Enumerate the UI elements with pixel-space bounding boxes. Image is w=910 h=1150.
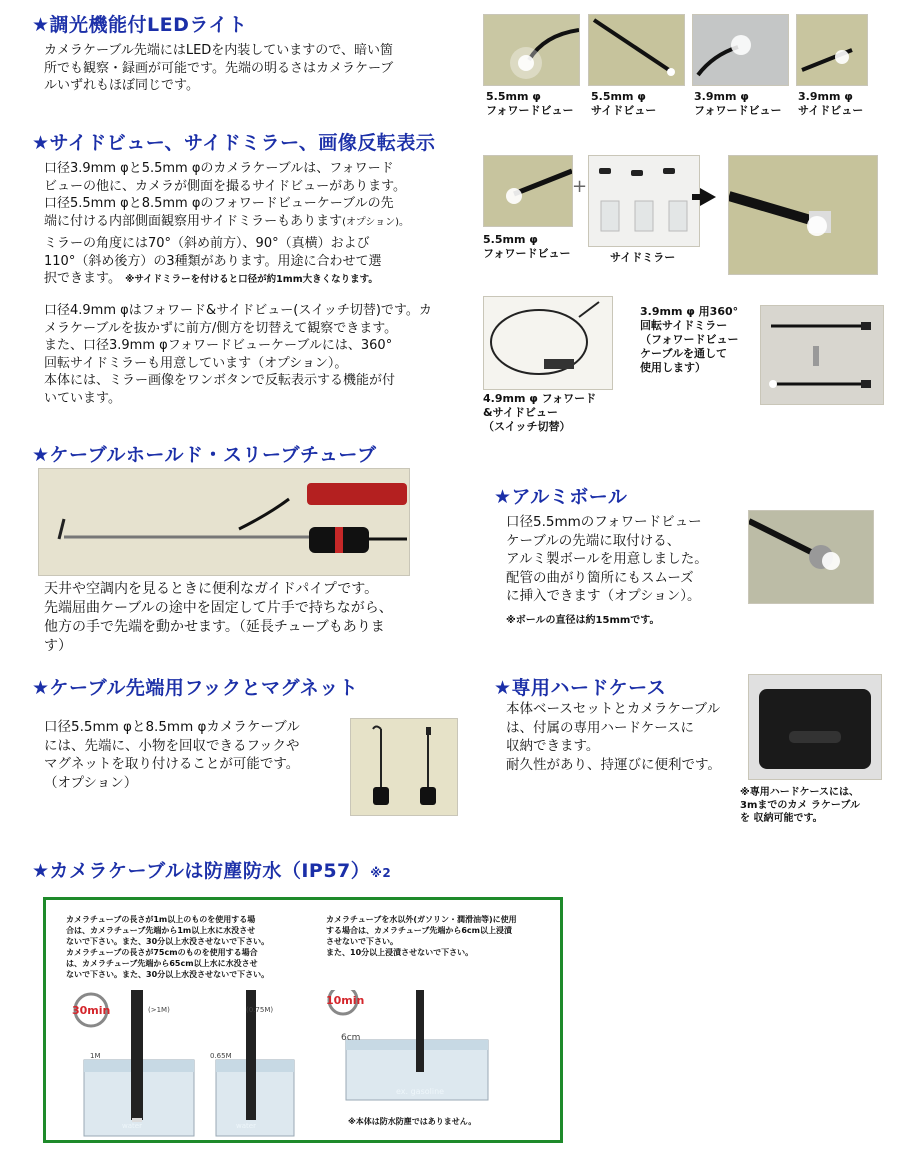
led-title: ★調光機能付LEDライト — [32, 14, 248, 36]
side-body1: 口径3.9mm φと5.5mm φのカメラケーブルは、フォワード ビューの他に、カメラが側面を撮るサイドビューがあります。 口径5.5mm φと8.5mm φのフォワードビューケーブルの先 端に付ける内部側面観察用サイドミラーもあります(オプション)。 — [44, 161, 409, 229]
photo-side-mirrors — [588, 155, 700, 247]
side-body2: ミラーの角度には70°（斜め前方）、90°（真横）および 110°（斜め後方）の3種類があります。用途に合わせて選 択できます。 ※サイドミラーを付けると口径が約1mm大きくなります。 — [44, 236, 382, 286]
case-body: 本体ベースセットとカメラケーブル は、付属の専用ハードケースに 収納できます。 耐久性があり、持運びに便利です。 — [506, 701, 721, 773]
ball-note: ※ボールの直径は約15mmです。 — [506, 615, 660, 626]
caption-49: 4.9mm φ フォワード &サイドビュー （スイッチ切替） — [483, 392, 597, 433]
waterproof-disclaimer: ※本体は防水防塵ではありません。 — [348, 1117, 477, 1126]
photo-hard-case — [748, 674, 882, 780]
hook-body: 口径5.5mm φと8.5mm φカメラケーブル には、先端に、小物を回収できるフックや マグネットを取り付けることが可能です。 （オプション） — [44, 719, 300, 791]
timer-10: 10min — [326, 994, 365, 1007]
waterproof-diagram — [46, 990, 560, 1140]
label-6cm: 6cm — [341, 1033, 361, 1043]
holder-title: ★ケーブルホールド・スリーブチューブ — [32, 444, 377, 466]
label-gt1m: (>1M) — [148, 1006, 170, 1014]
waterproof-title: ★カメラケーブルは防塵防水（IP57）※2 — [32, 860, 392, 882]
caption-55-side: 5.5mm φ サイドビュー — [591, 90, 657, 117]
label-water2: water — [236, 1122, 256, 1130]
photo-side-forward — [483, 155, 573, 227]
label-water1: water — [122, 1122, 142, 1130]
photo-39-forward — [692, 14, 789, 86]
caption-side-forward: 5.5mm φ フォワードビュー — [483, 233, 571, 260]
photo-mirror-attached — [728, 155, 878, 275]
caption-360-mirror: 3.9mm φ 用360° 回転サイドミラー （フォワードビュー ケーブルを通して 使用します） — [640, 305, 739, 374]
photo-hook-magnet — [350, 718, 458, 816]
label-1m: 1M — [90, 1052, 101, 1060]
waterproof-title-note: ※2 — [370, 866, 392, 880]
photo-55-forward — [483, 14, 580, 86]
label-075: (0.75M) — [246, 1006, 274, 1014]
case-note: ※専用ハードケースには、 3mまでのカメ ラケーブル を 収納可能です。 — [740, 787, 860, 824]
holder-body: 天井や空調内を見るときに便利なガイドパイプです。 先端屈曲ケーブルの途中を固定して片手で持ちながら、 他方の手で先端を動かせます。（延長チューブもありま す） — [44, 581, 393, 654]
photo-39-side — [796, 14, 868, 86]
case-title: ★専用ハードケース — [494, 677, 667, 699]
timer-30: 30min — [72, 1004, 111, 1017]
photo-360-mirror — [760, 305, 884, 405]
waterproof-frame — [43, 897, 563, 1143]
photo-holder — [38, 468, 410, 576]
led-body: カメラケーブル先端にはLEDを内装していますので、暗い箇 所でも観察・録画が可能です。先端の明るさはカメラケーブ ルいずれもほぼ同じです。 — [44, 43, 394, 93]
caption-39-side: 3.9mm φ サイドビュー — [798, 90, 864, 117]
side-title: ★サイドビュー、サイドミラー、画像反転表示 — [32, 132, 436, 154]
label-065: 0.65M — [210, 1052, 232, 1060]
arrow-shaft — [692, 194, 704, 200]
caption-55-forward: 5.5mm φ フォワードビュー — [486, 90, 574, 117]
side-body3: 口径4.9mm φはフォワード&サイドビュー(スイッチ切替)です。カ メラケーブルを抜かずに前方/側方を切替えて観察できます。 また、口径3.9mm φフォワードビューケーブルには、360° 回転サイドミラーも用意しています（オプション）。 本体には、ミラー画像をワンボタンで反転表示する機能が付 いています。 — [44, 303, 432, 406]
photo-55-side — [588, 14, 685, 86]
ball-body: 口径5.5mmのフォワードビュー ケーブルの先端に取付ける、 アルミ製ボールを用意しました。 配管の曲がり箇所にもスムーズ に挿入できます（オプション）。 — [506, 514, 708, 604]
waterproof-text-left: カメラチューブの長さが1m以上のものを使用する場 合は、カメラチューブ先端から1m以上水に水没させ ないで下さい。また、30分以上水没させないで下さい。 カメラチューブの長さが75cmのものを使用する場合 は、カメラチューブ先端から65cm以上水に水没させ ないで下さい。また、30分以上水没させないで下さい。 — [66, 915, 270, 979]
photo-49-switch — [483, 296, 613, 390]
caption-39-forward: 3.9mm φ フォワードビュー — [694, 90, 782, 117]
photo-ball — [748, 510, 874, 604]
label-gasoline: ex. gasoline — [396, 1087, 445, 1096]
caption-side-mirror: サイドミラー — [610, 251, 676, 264]
ball-title: ★アルミボール — [494, 486, 628, 508]
hook-title: ★ケーブル先端用フックとマグネット — [32, 677, 359, 699]
waterproof-text-right: カメラチューブを水以外(ガソリン・潤滑油等)に使用 する場合は、カメラチューブ先端から6cm以上浸漬 させないで下さい。 また、10分以上浸漬させないで下さい。 — [326, 915, 517, 957]
plus-sign: + — [572, 176, 588, 197]
